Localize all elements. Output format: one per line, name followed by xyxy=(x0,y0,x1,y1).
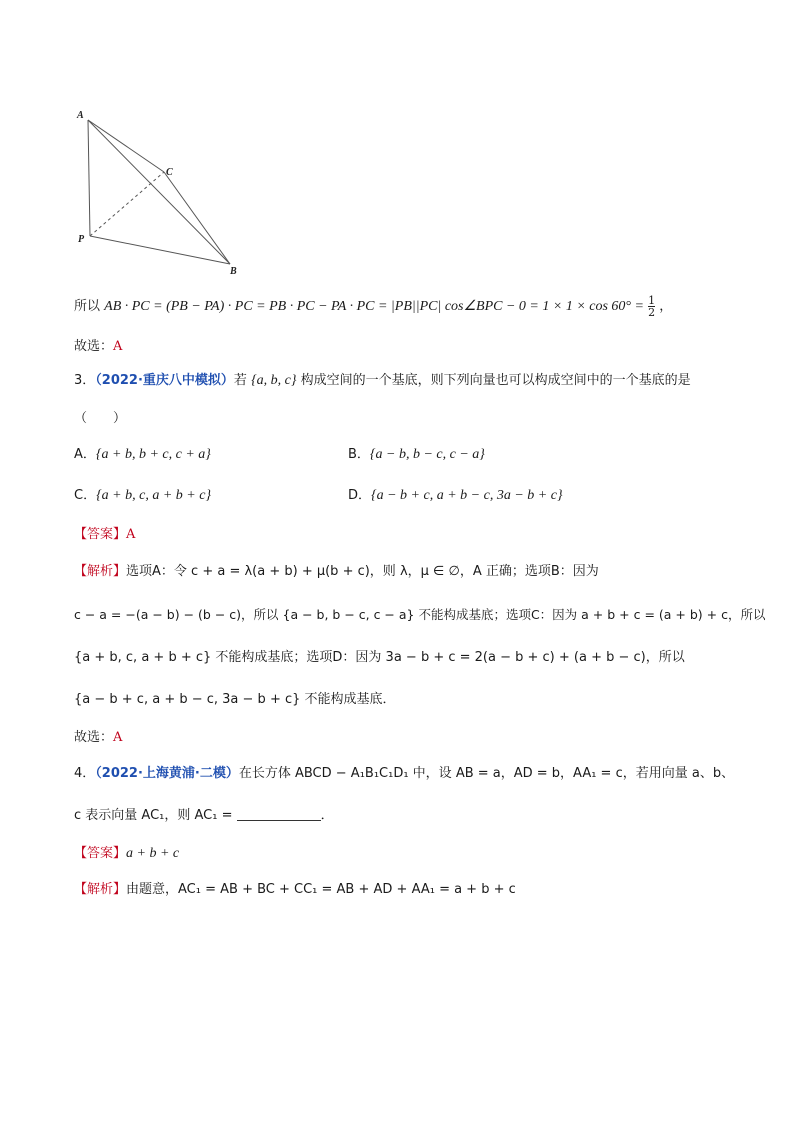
q3-stem-b: 构成空间的一个基底，则下列向量也可以构成空间中的一个基底的是 xyxy=(300,373,691,388)
q3-option-b-key: B． xyxy=(348,447,370,462)
q3-answer-line xyxy=(74,525,135,545)
q4-source: （2022·上海黄浦·二模） xyxy=(95,766,239,781)
prev-frac-den: 2 xyxy=(648,306,656,319)
q4-answer-tag: 【答案】 xyxy=(74,846,127,861)
prev-answer-line xyxy=(74,337,122,357)
q3-final-line xyxy=(74,728,122,748)
prev-answer: A xyxy=(113,339,123,354)
q4-analysis: 由题意，AC₁ = AB + BC + CC₁ = AB + AD + AA₁ = a + b + c xyxy=(126,882,516,897)
prev-fraction xyxy=(648,295,655,318)
q3-number: 3． xyxy=(74,373,96,388)
q4-stem-a: 在长方体 ABCD − A₁B₁C₁D₁ 中，设 AB = a，AD = b，AA₁ = c，若用向量 a、b、 xyxy=(238,766,735,781)
q4-answer: a + b + c xyxy=(126,846,180,861)
q3-analysis-line-4 xyxy=(74,690,396,710)
edge-ab xyxy=(88,120,230,264)
q3-option-c[interactable] xyxy=(74,486,211,506)
q4-answer-line xyxy=(74,844,179,864)
prev-tail: ， xyxy=(659,299,673,314)
vertex-label-c: C xyxy=(166,167,173,178)
edge-pb xyxy=(90,236,230,264)
edge-pc-dashed xyxy=(90,172,164,236)
q3-paren-line xyxy=(74,409,126,429)
q3-paren: （ ） xyxy=(74,411,127,426)
q3-option-b-text: {a − b, b − c, c − a} xyxy=(369,447,485,462)
q3-option-b[interactable] xyxy=(348,445,485,465)
vertex-label-a: A xyxy=(77,110,84,121)
q4-analysis-line xyxy=(74,880,516,900)
q3-analysis-line-2 xyxy=(74,605,765,626)
vertex-label-p: P xyxy=(78,234,85,245)
q3-option-c-key: C． xyxy=(74,488,97,503)
prev-suoyi: 所以 xyxy=(74,299,101,314)
vertex-label-b: B xyxy=(230,266,237,277)
q3-option-a-text: {a + b, b + c, c + a} xyxy=(95,447,211,462)
q3-analysis-4: {a − b + c, a + b − c, 3a − b + c} 不能构成基底． xyxy=(74,692,396,707)
tetrahedron-figure xyxy=(72,102,252,280)
q3-option-c-text: {a + b, c, a + b + c} xyxy=(96,488,212,503)
q3-option-a-key: A． xyxy=(74,447,96,462)
q4-analysis-tag: 【解析】 xyxy=(74,882,127,897)
q3-answer-tag: 【答案】 xyxy=(74,527,127,542)
q3-analysis-tag: 【解析】 xyxy=(74,564,127,579)
edge-ap xyxy=(88,120,90,236)
q3-answer: A xyxy=(126,527,136,542)
q4-stem-line-1 xyxy=(74,764,734,784)
q3-analysis-1: 选项A：令 c + a = λ(a + b) + μ(b + c)，则 λ，μ ∈ ∅，A 正确；选项B：因为 xyxy=(126,564,599,579)
q4-number: 4． xyxy=(74,766,96,781)
q3-source: （2022·重庆八中模拟） xyxy=(95,373,234,388)
q3-option-a[interactable] xyxy=(74,445,211,465)
q3-analysis-2: c − a = −(a − b) − (b − c)，所以 {a − b, b − c, c − a} 不能构成基底；选项C：因为 a + b + c = (a + b) + c，所以 xyxy=(74,607,766,622)
q3-analysis-line-3 xyxy=(74,648,685,668)
q3-stem-line xyxy=(74,371,691,391)
q4-stem-b: c 表示向量 AC₁，则 AC₁ = xyxy=(74,808,233,823)
q3-option-d-key: D． xyxy=(348,488,372,503)
q3-stem-set: {a, b, c} xyxy=(251,373,297,388)
q3-option-d-text: {a − b + c, a + b − c, 3a − b + c} xyxy=(371,488,563,503)
q4-stem-end: ． xyxy=(320,808,334,823)
q3-analysis-3: {a + b, c, a + b + c} 不能构成基底；选项D：因为 3a − b + c = 2(a − b + c) + (a + b − c)，所以 xyxy=(74,650,685,665)
prev-frac-num: 1 xyxy=(648,294,656,307)
q4-stem-line-2 xyxy=(74,806,334,826)
q3-final-label: 故选： xyxy=(74,730,114,745)
q3-final: A xyxy=(113,730,123,745)
edge-ac xyxy=(88,120,164,172)
q3-stem-a: 若 xyxy=(233,373,247,388)
prev-answer-label: 故选： xyxy=(74,339,114,354)
q3-option-d[interactable] xyxy=(348,486,563,506)
prev-equation: AB · PC = (PB − PA) · PC = PB · PC − PA · PC = |PB||PC| cos∠BPC − 0 = 1 × 1 × cos 60° = xyxy=(104,299,644,314)
edge-cb xyxy=(164,172,230,264)
q4-answer-blank[interactable] xyxy=(237,806,321,821)
prev-equation-line xyxy=(74,295,672,318)
q3-analysis-line-1 xyxy=(74,562,599,582)
